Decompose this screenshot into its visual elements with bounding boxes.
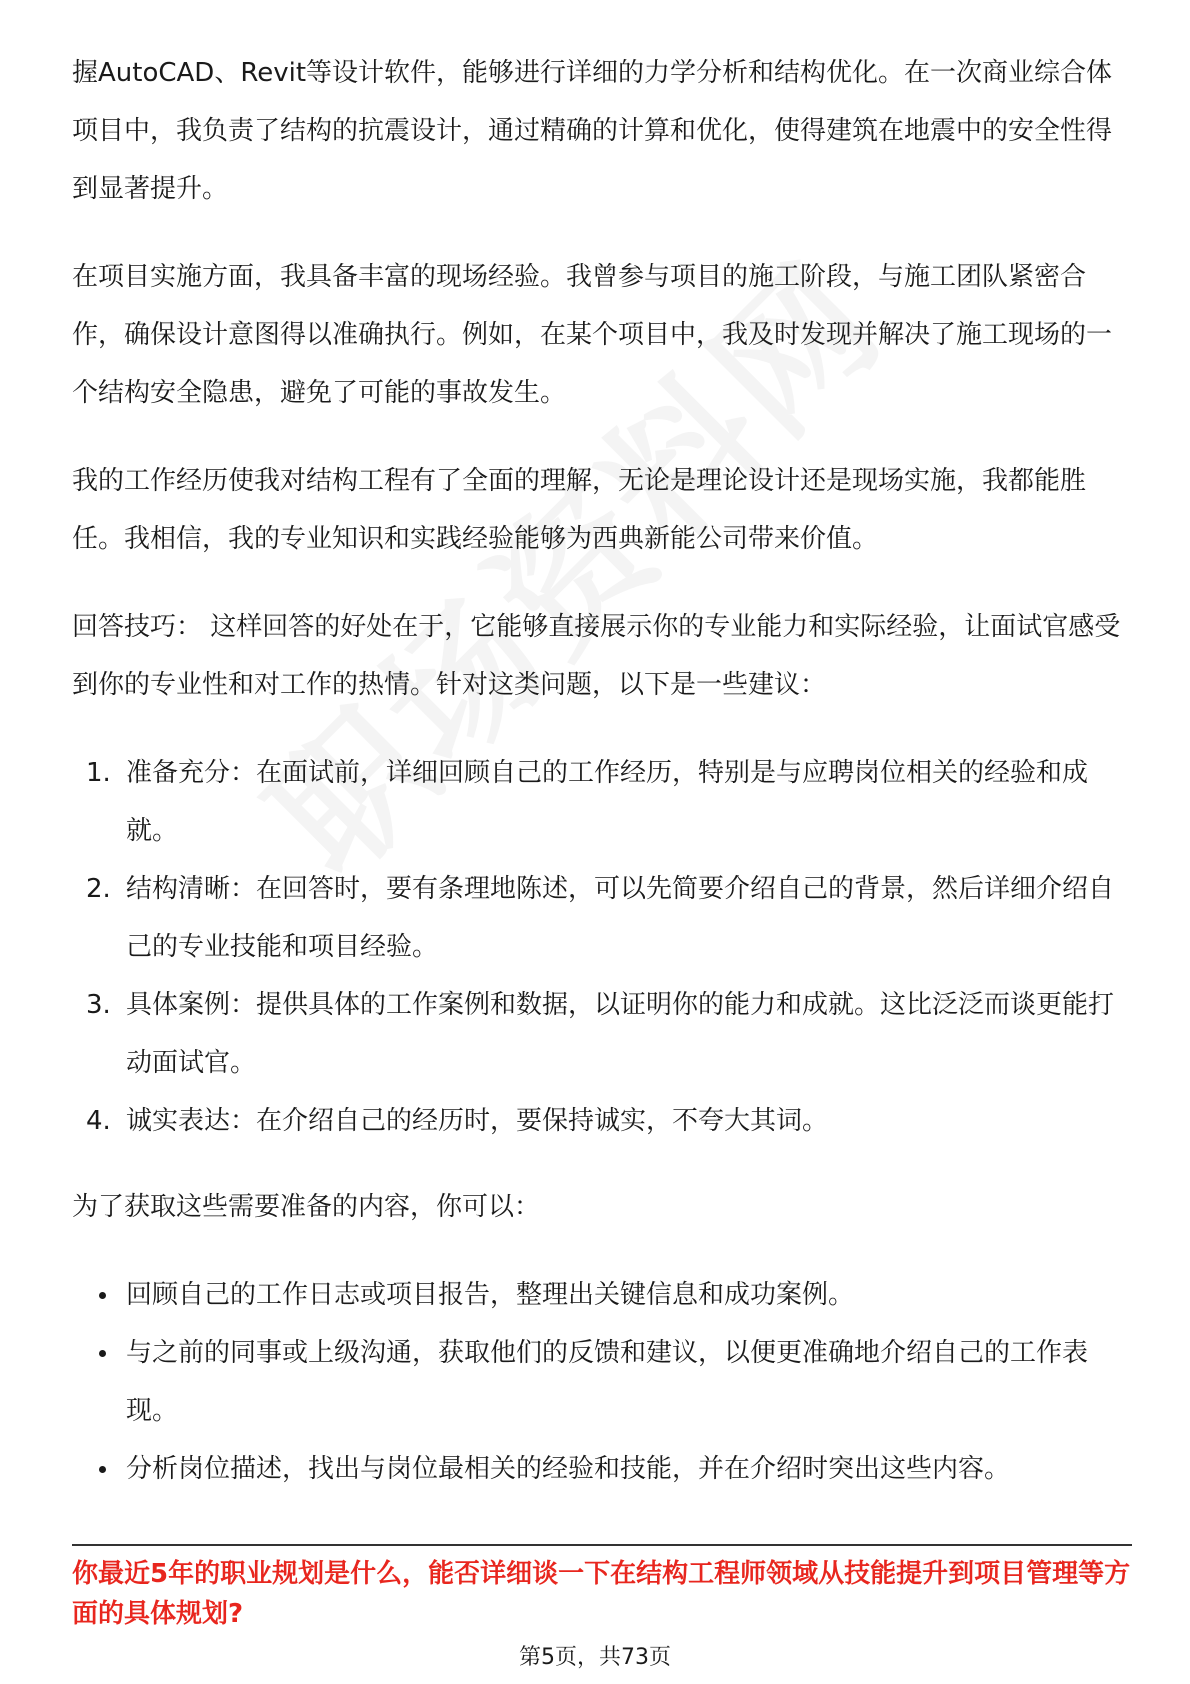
list-item <box>72 1324 1132 1440</box>
bullet-icon <box>99 1292 106 1299</box>
tips-numbered-list <box>72 744 1132 1150</box>
section-divider <box>72 1544 1132 1546</box>
document-body <box>72 44 1132 1498</box>
list-item-text: 回顾自己的工作日志或项目报告，整理出关键信息和成功案例。 <box>126 1280 855 1310</box>
list-number: 2. <box>86 874 111 904</box>
list-number: 4. <box>86 1106 111 1136</box>
list-number: 1. <box>86 758 111 788</box>
list-item-text: 分析岗位描述，找出与岗位最相关的经验和技能，并在介绍时突出这些内容。 <box>126 1454 1011 1484</box>
list-item-text: 诚实表达：在介绍自己的经历时，要保持诚实，不夸大其词。 <box>126 1106 829 1136</box>
list-item <box>72 1092 1132 1150</box>
paragraph-experience-summary: 我的工作经历使我对结构工程有了全面的理解，无论是理论设计还是现场实施，我都能胜任。我相信，我的专业知识和实践经验能够为西典新能公司带来价值。 <box>72 466 1087 554</box>
paragraph-answer-tips: 回答技巧： 这样回答的好处在于，它能够直接展示你的专业能力和实际经验，让面试官感受到你的专业性和对工作的热情。针对这类问题，以下是一些建议： <box>72 612 1121 700</box>
list-number: 3. <box>86 990 111 1020</box>
page-number: 第5页，共73页 <box>519 1645 671 1670</box>
list-item <box>72 1440 1132 1498</box>
bullet-icon <box>99 1466 106 1473</box>
paragraph-experience-onsite: 在项目实施方面，我具备丰富的现场经验。我曾参与项目的施工阶段，与施工团队紧密合作，确保设计意图得以准确执行。例如，在某个项目中，我及时发现并解决了施工现场的一个结构安全隐患，避免了可能的事故发生。 <box>72 262 1113 408</box>
list-item-text: 具体案例：提供具体的工作案例和数据，以证明你的能力和成就。这比泛泛而谈更能打动面试官。 <box>126 990 1115 1078</box>
paragraph-experience-software: 握AutoCAD、Revit等设计软件，能够进行详细的力学分析和结构优化。在一次商业综合体项目中，我负责了结构的抗震设计，通过精确的计算和优化，使得建筑在地震中的安全性得到显著提升。 <box>72 58 1113 204</box>
list-item-text: 准备充分：在面试前，详细回顾自己的工作经历，特别是与应聘岗位相关的经验和成就。 <box>126 758 1089 846</box>
list-item-text: 结构清晰：在回答时，要有条理地陈述，可以先简要介绍自己的背景，然后详细介绍自己的专业技能和项目经验。 <box>126 874 1115 962</box>
prep-bullet-list <box>72 1266 1132 1498</box>
bullet-icon <box>99 1350 106 1357</box>
list-item <box>72 860 1132 976</box>
next-question-heading: 你最近5年的职业规划是什么，能否详细谈一下在结构工程师领域从技能提升到项目管理等方面的具体规划? <box>72 1559 1131 1629</box>
list-item <box>72 744 1132 860</box>
list-item-text: 与之前的同事或上级沟通，获取他们的反馈和建议，以便更准确地介绍自己的工作表现。 <box>126 1338 1089 1426</box>
list-item <box>72 976 1132 1092</box>
list-item <box>72 1266 1132 1324</box>
paragraph-prep-intro: 为了获取这些需要准备的内容，你可以： <box>72 1192 541 1222</box>
